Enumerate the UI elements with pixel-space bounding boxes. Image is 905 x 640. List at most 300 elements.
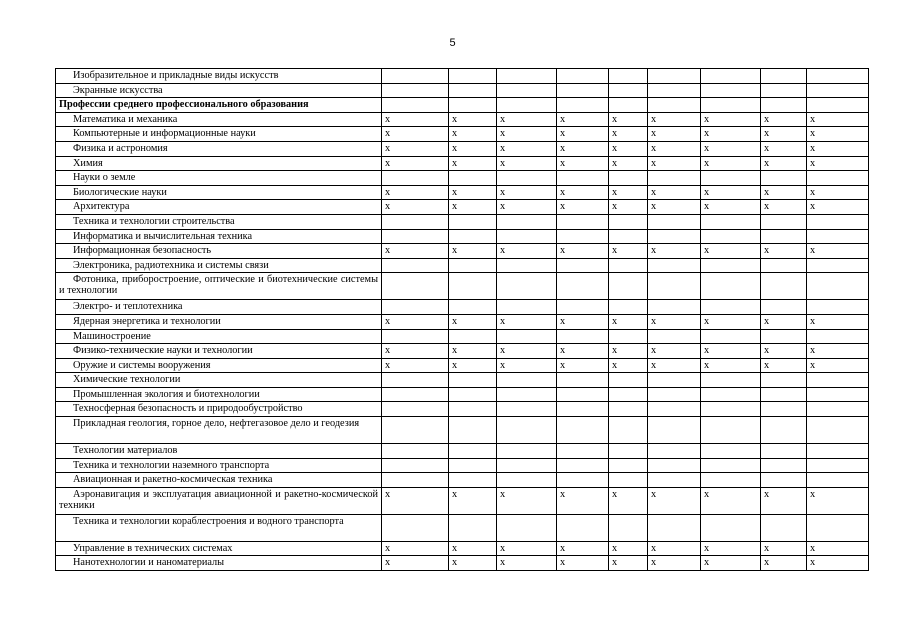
- mark-cell: [382, 300, 449, 315]
- mark-cell: x: [807, 244, 869, 259]
- mark-cell: [449, 444, 497, 459]
- mark-cell: [557, 171, 609, 186]
- mark-cell: x: [609, 112, 648, 127]
- mark-cell: x: [557, 344, 609, 359]
- mark-cell: [449, 514, 497, 541]
- mark-cell: x: [449, 244, 497, 259]
- mark-cell: x: [701, 156, 761, 171]
- mark-cell: [648, 417, 701, 444]
- subject-name-cell: Химические технологии: [56, 373, 382, 388]
- mark-cell: [382, 329, 449, 344]
- mark-cell: [557, 402, 609, 417]
- table-row: [56, 185, 869, 200]
- mark-cell: x: [609, 358, 648, 373]
- mark-cell: [701, 69, 761, 84]
- mark-cell: [761, 514, 807, 541]
- mark-cell: x: [497, 358, 557, 373]
- mark-cell: x: [609, 141, 648, 156]
- mark-cell: [648, 69, 701, 84]
- table-row: [56, 229, 869, 244]
- mark-cell: [609, 387, 648, 402]
- mark-cell: [701, 98, 761, 113]
- mark-cell: [382, 514, 449, 541]
- mark-cell: [648, 83, 701, 98]
- mark-cell: x: [497, 112, 557, 127]
- mark-cell: [609, 473, 648, 488]
- mark-cell: x: [497, 344, 557, 359]
- mark-cell: [609, 300, 648, 315]
- mark-cell: [382, 373, 449, 388]
- mark-cell: [609, 417, 648, 444]
- subject-name-cell: Техника и технологии строительства: [56, 214, 382, 229]
- mark-cell: [557, 229, 609, 244]
- mark-cell: [557, 273, 609, 300]
- subject-name-cell: Прикладная геология, горное дело, нефтегазовое дело и геодезия: [56, 417, 382, 444]
- mark-cell: [497, 171, 557, 186]
- mark-cell: [701, 83, 761, 98]
- mark-cell: [761, 329, 807, 344]
- mark-cell: [382, 273, 449, 300]
- mark-cell: [557, 473, 609, 488]
- mark-cell: x: [557, 541, 609, 556]
- mark-cell: [497, 69, 557, 84]
- mark-cell: x: [557, 244, 609, 259]
- mark-cell: x: [557, 200, 609, 215]
- mark-cell: x: [701, 358, 761, 373]
- mark-cell: [701, 473, 761, 488]
- mark-cell: [701, 402, 761, 417]
- mark-cell: [449, 69, 497, 84]
- mark-cell: [449, 273, 497, 300]
- table-row: [56, 473, 869, 488]
- mark-cell: [497, 229, 557, 244]
- mark-cell: x: [807, 185, 869, 200]
- table-row: [56, 83, 869, 98]
- mark-cell: x: [761, 200, 807, 215]
- mark-cell: [761, 171, 807, 186]
- mark-cell: x: [701, 185, 761, 200]
- mark-cell: x: [807, 200, 869, 215]
- mark-cell: [807, 98, 869, 113]
- mark-cell: [807, 329, 869, 344]
- mark-cell: x: [557, 112, 609, 127]
- mark-cell: [609, 373, 648, 388]
- mark-cell: [449, 229, 497, 244]
- table-row: [56, 300, 869, 315]
- mark-cell: x: [761, 141, 807, 156]
- mark-cell: x: [701, 541, 761, 556]
- mark-cell: x: [761, 358, 807, 373]
- mark-cell: [449, 473, 497, 488]
- mark-cell: x: [648, 127, 701, 142]
- mark-cell: x: [648, 487, 701, 514]
- mark-cell: [807, 229, 869, 244]
- mark-cell: [382, 473, 449, 488]
- mark-cell: [382, 69, 449, 84]
- mark-cell: x: [557, 127, 609, 142]
- mark-cell: x: [449, 127, 497, 142]
- mark-cell: x: [382, 112, 449, 127]
- table-row: [56, 387, 869, 402]
- mark-cell: x: [807, 358, 869, 373]
- mark-cell: x: [449, 141, 497, 156]
- mark-cell: [807, 83, 869, 98]
- table-row: [56, 487, 869, 514]
- mark-cell: x: [449, 358, 497, 373]
- mark-cell: [557, 373, 609, 388]
- mark-cell: [807, 417, 869, 444]
- subject-name-cell: Технологии материалов: [56, 444, 382, 459]
- table-row: [56, 69, 869, 84]
- subject-name-cell: Техносферная безопасность и природообустройство: [56, 402, 382, 417]
- mark-cell: [761, 473, 807, 488]
- mark-cell: x: [807, 141, 869, 156]
- mark-cell: [807, 514, 869, 541]
- mark-cell: x: [701, 112, 761, 127]
- mark-cell: [557, 458, 609, 473]
- mark-cell: [807, 171, 869, 186]
- mark-cell: [807, 214, 869, 229]
- mark-cell: x: [557, 314, 609, 329]
- mark-cell: [761, 83, 807, 98]
- mark-cell: [497, 402, 557, 417]
- mark-cell: [701, 458, 761, 473]
- mark-cell: x: [761, 127, 807, 142]
- table-row: [56, 541, 869, 556]
- mark-cell: [497, 258, 557, 273]
- mark-cell: [761, 458, 807, 473]
- mark-cell: [449, 258, 497, 273]
- subject-name-cell: Машиностроение: [56, 329, 382, 344]
- mark-cell: x: [761, 185, 807, 200]
- mark-cell: [761, 387, 807, 402]
- mark-cell: x: [701, 141, 761, 156]
- mark-cell: x: [761, 344, 807, 359]
- mark-cell: [497, 98, 557, 113]
- table-row: [56, 417, 869, 444]
- mark-cell: x: [761, 487, 807, 514]
- mark-cell: [449, 83, 497, 98]
- mark-cell: [761, 417, 807, 444]
- subject-name-cell: Авиационная и ракетно-космическая техника: [56, 473, 382, 488]
- mark-cell: [382, 402, 449, 417]
- mark-cell: [609, 402, 648, 417]
- mark-cell: [449, 329, 497, 344]
- mark-cell: [701, 229, 761, 244]
- table-row: [56, 344, 869, 359]
- mark-cell: [449, 98, 497, 113]
- mark-cell: [648, 473, 701, 488]
- mark-cell: x: [557, 141, 609, 156]
- mark-cell: x: [648, 556, 701, 571]
- mark-cell: x: [761, 556, 807, 571]
- table-row: [56, 127, 869, 142]
- mark-cell: x: [701, 314, 761, 329]
- mark-cell: [382, 444, 449, 459]
- mark-cell: x: [557, 185, 609, 200]
- mark-cell: [609, 258, 648, 273]
- mark-cell: x: [807, 314, 869, 329]
- mark-cell: x: [761, 314, 807, 329]
- mark-cell: x: [648, 112, 701, 127]
- table-row: [56, 373, 869, 388]
- mark-cell: [497, 417, 557, 444]
- subject-name-cell: Фотоника, приборостроение, оптические и биотехнические системы и технологии: [56, 273, 382, 300]
- table-row: [56, 244, 869, 259]
- mark-cell: [648, 402, 701, 417]
- table-row: [56, 98, 869, 113]
- mark-cell: x: [449, 156, 497, 171]
- mark-cell: [701, 258, 761, 273]
- mark-cell: x: [449, 112, 497, 127]
- mark-cell: x: [382, 244, 449, 259]
- subject-name-cell: Электроника, радиотехника и системы связи: [56, 258, 382, 273]
- mark-cell: [557, 83, 609, 98]
- mark-cell: x: [609, 156, 648, 171]
- mark-cell: x: [807, 156, 869, 171]
- table-row: [56, 258, 869, 273]
- subject-name-cell: Изобразительное и прикладные виды искусств: [56, 69, 382, 84]
- mark-cell: [497, 373, 557, 388]
- subject-name-cell: Физика и астрономия: [56, 141, 382, 156]
- subject-name-cell: Промышленная экология и биотехнологии: [56, 387, 382, 402]
- mark-cell: [557, 444, 609, 459]
- mark-cell: [761, 258, 807, 273]
- mark-cell: x: [557, 556, 609, 571]
- subject-name-cell: Техника и технологии наземного транспорта: [56, 458, 382, 473]
- mark-cell: [701, 387, 761, 402]
- mark-cell: x: [807, 127, 869, 142]
- mark-cell: [648, 444, 701, 459]
- subject-name-cell: Аэронавигация и эксплуатация авиационной и ракетно-космической техники: [56, 487, 382, 514]
- mark-cell: x: [648, 344, 701, 359]
- mark-cell: [807, 373, 869, 388]
- mark-cell: [449, 300, 497, 315]
- mark-cell: [761, 214, 807, 229]
- mark-cell: [648, 329, 701, 344]
- mark-cell: x: [497, 541, 557, 556]
- mark-cell: x: [497, 141, 557, 156]
- table-row: [56, 329, 869, 344]
- mark-cell: x: [557, 156, 609, 171]
- mark-cell: x: [557, 487, 609, 514]
- mark-cell: [497, 329, 557, 344]
- mark-cell: x: [609, 314, 648, 329]
- mark-cell: [557, 417, 609, 444]
- subject-name-cell: Ядерная энергетика и технологии: [56, 314, 382, 329]
- mark-cell: x: [648, 314, 701, 329]
- mark-cell: [648, 300, 701, 315]
- mark-cell: [761, 444, 807, 459]
- mark-cell: x: [701, 127, 761, 142]
- mark-cell: [557, 69, 609, 84]
- mark-cell: x: [761, 244, 807, 259]
- mark-cell: x: [382, 487, 449, 514]
- mark-cell: [449, 417, 497, 444]
- mark-cell: x: [449, 541, 497, 556]
- mark-cell: x: [497, 314, 557, 329]
- mark-cell: [609, 171, 648, 186]
- subject-name-cell: Техника и технологии кораблестроения и водного транспорта: [56, 514, 382, 541]
- subject-name-cell: Электро- и теплотехника: [56, 300, 382, 315]
- subject-name-cell: Экранные искусства: [56, 83, 382, 98]
- mark-cell: [701, 417, 761, 444]
- table-row: [56, 358, 869, 373]
- mark-cell: [497, 473, 557, 488]
- mark-cell: [609, 229, 648, 244]
- mark-cell: [557, 300, 609, 315]
- mark-cell: x: [609, 487, 648, 514]
- mark-cell: x: [609, 541, 648, 556]
- mark-cell: [701, 329, 761, 344]
- mark-cell: [701, 171, 761, 186]
- mark-cell: [807, 387, 869, 402]
- mark-cell: [648, 171, 701, 186]
- mark-cell: [382, 98, 449, 113]
- mark-cell: x: [449, 556, 497, 571]
- mark-cell: x: [382, 358, 449, 373]
- mark-cell: x: [449, 487, 497, 514]
- mark-cell: x: [807, 487, 869, 514]
- mark-cell: x: [648, 141, 701, 156]
- mark-cell: [807, 69, 869, 84]
- mark-cell: [701, 214, 761, 229]
- mark-cell: x: [648, 541, 701, 556]
- table-row: [56, 402, 869, 417]
- mark-cell: x: [807, 556, 869, 571]
- mark-cell: x: [382, 127, 449, 142]
- mark-cell: x: [609, 185, 648, 200]
- subject-name-cell: Физико-технические науки и технологии: [56, 344, 382, 359]
- mark-cell: [701, 373, 761, 388]
- mark-cell: [609, 214, 648, 229]
- mark-cell: [497, 387, 557, 402]
- mark-cell: [497, 273, 557, 300]
- mark-cell: [382, 258, 449, 273]
- subject-name-cell: Математика и механика: [56, 112, 382, 127]
- mark-cell: x: [701, 244, 761, 259]
- subject-name-cell: Оружие и системы вооружения: [56, 358, 382, 373]
- mark-cell: [497, 444, 557, 459]
- subject-name-cell: Биологические науки: [56, 185, 382, 200]
- table-row: [56, 556, 869, 571]
- mark-cell: [761, 98, 807, 113]
- mark-cell: x: [449, 344, 497, 359]
- table-row: [56, 200, 869, 215]
- subject-name-cell: Нанотехнологии и наноматериалы: [56, 556, 382, 571]
- mark-cell: [648, 387, 701, 402]
- mark-cell: x: [382, 314, 449, 329]
- mark-cell: x: [648, 185, 701, 200]
- mark-cell: x: [648, 200, 701, 215]
- mark-cell: x: [648, 244, 701, 259]
- subject-name-cell: Химия: [56, 156, 382, 171]
- mark-cell: x: [497, 185, 557, 200]
- page-number: 5: [449, 37, 456, 49]
- mark-cell: [761, 402, 807, 417]
- mark-cell: [497, 458, 557, 473]
- mark-cell: x: [701, 487, 761, 514]
- mark-cell: [557, 329, 609, 344]
- mark-cell: [449, 458, 497, 473]
- mark-cell: [382, 417, 449, 444]
- mark-cell: [609, 69, 648, 84]
- table-row: [56, 458, 869, 473]
- mark-cell: [382, 171, 449, 186]
- mark-cell: [382, 458, 449, 473]
- mark-cell: [449, 373, 497, 388]
- mark-cell: x: [807, 541, 869, 556]
- mark-cell: x: [761, 112, 807, 127]
- mark-cell: [701, 444, 761, 459]
- mark-cell: [648, 98, 701, 113]
- mark-cell: [701, 300, 761, 315]
- table-row: [56, 156, 869, 171]
- mark-cell: [807, 458, 869, 473]
- mark-cell: [557, 98, 609, 113]
- table-row: [56, 112, 869, 127]
- mark-cell: [609, 98, 648, 113]
- mark-cell: [449, 387, 497, 402]
- subject-name-cell: Архитектура: [56, 200, 382, 215]
- mark-cell: [609, 514, 648, 541]
- mark-cell: x: [382, 141, 449, 156]
- subject-name-cell: Управление в технических системах: [56, 541, 382, 556]
- mark-cell: [497, 214, 557, 229]
- mark-cell: x: [382, 556, 449, 571]
- mark-cell: [761, 273, 807, 300]
- mark-cell: x: [701, 344, 761, 359]
- mark-cell: [382, 387, 449, 402]
- mark-cell: x: [497, 127, 557, 142]
- mark-cell: [807, 300, 869, 315]
- mark-cell: x: [382, 344, 449, 359]
- mark-cell: x: [449, 200, 497, 215]
- mark-cell: x: [807, 344, 869, 359]
- table-row: [56, 141, 869, 156]
- mark-cell: [761, 373, 807, 388]
- subject-name-cell: Информатика и вычислительная техника: [56, 229, 382, 244]
- mark-cell: [807, 444, 869, 459]
- mark-cell: [761, 69, 807, 84]
- mark-cell: [557, 514, 609, 541]
- mark-cell: [557, 387, 609, 402]
- mark-cell: [449, 402, 497, 417]
- mark-cell: x: [497, 244, 557, 259]
- mark-cell: x: [761, 541, 807, 556]
- mark-cell: [609, 458, 648, 473]
- mark-cell: x: [609, 244, 648, 259]
- mark-cell: x: [382, 185, 449, 200]
- subject-name-cell: Компьютерные и информационные науки: [56, 127, 382, 142]
- table-body: [56, 69, 869, 571]
- mark-cell: [807, 402, 869, 417]
- mark-cell: [449, 214, 497, 229]
- mark-cell: x: [609, 127, 648, 142]
- mark-cell: x: [497, 556, 557, 571]
- mark-cell: [701, 273, 761, 300]
- mark-cell: x: [609, 200, 648, 215]
- mark-cell: [609, 329, 648, 344]
- mark-cell: x: [449, 314, 497, 329]
- mark-cell: x: [449, 185, 497, 200]
- mark-cell: x: [701, 556, 761, 571]
- mark-cell: [497, 83, 557, 98]
- table-row: [56, 214, 869, 229]
- mark-cell: [648, 229, 701, 244]
- mark-cell: x: [382, 156, 449, 171]
- mark-cell: [648, 458, 701, 473]
